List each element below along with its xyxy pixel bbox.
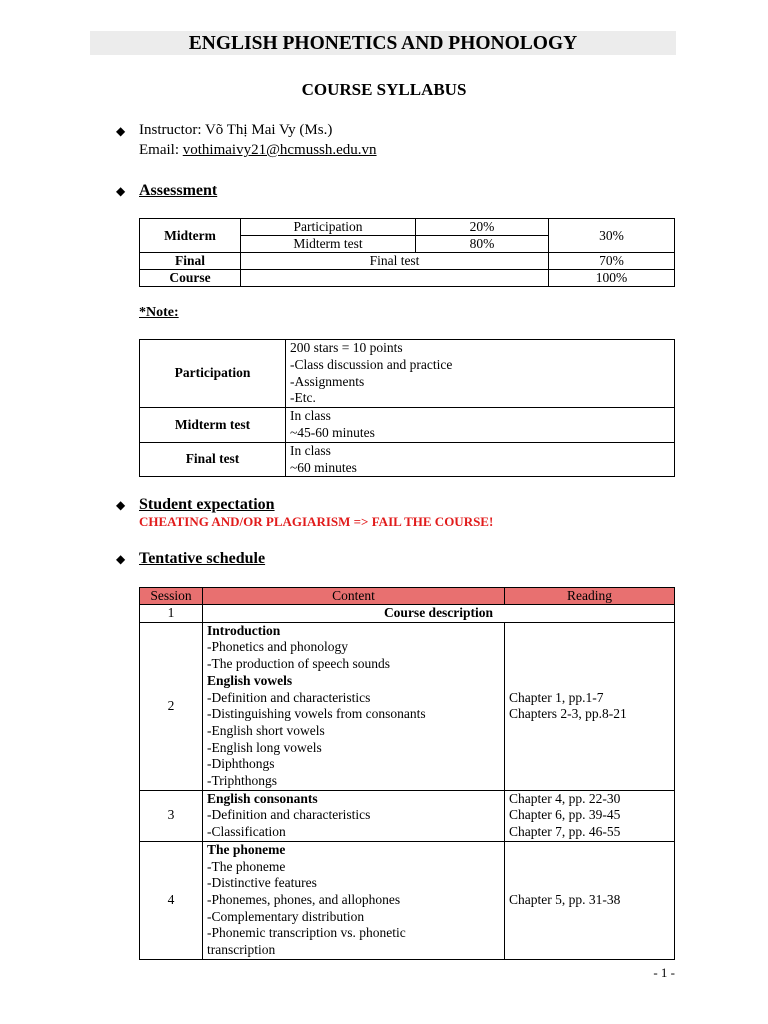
session-number: 4 xyxy=(140,841,203,959)
diamond-bullet-icon: ◆ xyxy=(116,552,126,566)
diamond-bullet-icon: ◆ xyxy=(116,498,126,512)
final-label: Final xyxy=(140,253,241,270)
table-row xyxy=(140,605,675,623)
midterm-test-label: Midterm test xyxy=(241,236,416,253)
session-reading: Chapter 5, pp. 31-38 xyxy=(505,841,675,959)
session-reading: Chapter 4, pp. 22-30 Chapter 6, pp. 39-45 Chapter 7, pp. 46-55 xyxy=(505,790,675,841)
course-label: Course xyxy=(140,270,241,287)
diamond-bullet-icon: ◆ xyxy=(116,184,126,198)
session-number: 2 xyxy=(140,622,203,790)
note-midterm-label: Midterm test xyxy=(140,408,286,443)
final-test-label: Final test xyxy=(241,253,549,270)
email-link[interactable]: vothimaivy21@hcmussh.edu.vn xyxy=(182,142,377,158)
col-content: Content xyxy=(203,588,505,605)
assessment-table xyxy=(139,218,675,287)
participation-pct: 20% xyxy=(416,219,549,236)
note-table xyxy=(139,339,675,477)
expectation-heading: Student expectation xyxy=(139,496,275,513)
note-final-label: Final test xyxy=(140,442,286,477)
midterm-test-pct: 80% xyxy=(416,236,549,253)
session-content: Course description xyxy=(203,605,675,623)
course-total: 100% xyxy=(549,270,675,287)
schedule-heading: Tentative schedule xyxy=(139,550,266,567)
final-total: 70% xyxy=(549,253,675,270)
participation-label: Participation xyxy=(241,219,416,236)
note-participation-label: Participation xyxy=(140,340,286,408)
diamond-bullet-icon: ◆ xyxy=(116,124,126,138)
plagiarism-warning: CHEATING AND/OR PLAGIARISM => FAIL THE COURSE! xyxy=(139,514,494,529)
midterm-label: Midterm xyxy=(140,219,241,253)
instructor-line: Instructor: Võ Thị Mai Vy (Ms.) xyxy=(139,122,333,138)
midterm-total: 30% xyxy=(549,219,675,253)
session-content: Introduction -Phonetics and phonology -The production of speech sounds English vowels -Definition and characteristics -Distinguishing vowels from consonants -English short vowels -English long vowels -Diphthongs -Triphthongs xyxy=(203,622,505,790)
note-midterm-detail: In class ~45-60 minutes xyxy=(286,408,675,443)
session-reading: Chapter 1, pp.1-7 Chapters 2-3, pp.8-21 xyxy=(505,622,675,790)
table-row xyxy=(140,790,675,841)
email-line xyxy=(139,141,377,159)
col-reading: Reading xyxy=(505,588,675,605)
session-number: 1 xyxy=(140,605,203,623)
table-row xyxy=(140,841,675,959)
note-participation-detail: 200 stars = 10 points -Class discussion and practice -Assignments -Etc. xyxy=(286,340,675,408)
email-label: Email: xyxy=(139,142,183,158)
schedule-table xyxy=(139,587,675,960)
note-heading: *Note: xyxy=(139,305,179,320)
col-session: Session xyxy=(140,588,203,605)
session-content: The phoneme -The phoneme -Distinctive features -Phonemes, phones, and allophones -Complementary distribution -Phonemic transcription vs. phonetic transcription xyxy=(203,841,505,959)
page-number: - 1 - xyxy=(653,965,675,980)
note-final-detail: In class ~60 minutes xyxy=(286,442,675,477)
schedule-header-row xyxy=(140,588,675,605)
session-number: 3 xyxy=(140,790,203,841)
assessment-heading: Assessment xyxy=(139,182,218,199)
document-title: ENGLISH PHONETICS AND PHONOLOGY xyxy=(188,33,578,54)
session-content: English consonants -Definition and characteristics -Classification xyxy=(203,790,505,841)
document-subtitle: COURSE SYLLABUS xyxy=(301,80,467,99)
table-row xyxy=(140,622,675,790)
